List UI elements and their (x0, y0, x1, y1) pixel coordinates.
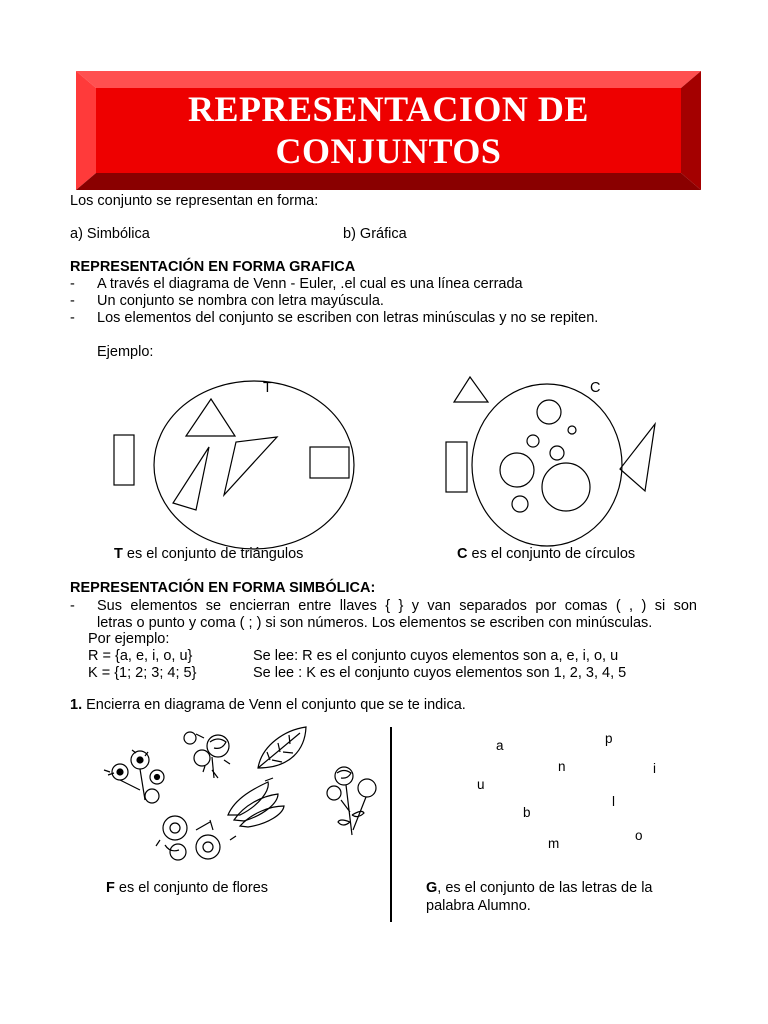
intro-text: Los conjunto se representan en forma: (70, 193, 319, 209)
flower-bouquet-icon (156, 816, 236, 860)
caption-t-bold: T (114, 546, 123, 562)
title-line-2: CONJUNTOS (275, 131, 502, 171)
exercise-number: 1. (70, 697, 83, 713)
caption-t (114, 546, 303, 563)
outside-triangle-right (620, 424, 655, 491)
simbolica-bullet-line-1: Sus elementos se encierran entre llaves { } y van separados por comas ( , ) si son (97, 598, 697, 614)
circle-shape (527, 435, 539, 447)
caption-c (457, 546, 635, 563)
caption-g-line-2: palabra Alumno. (426, 898, 531, 914)
caption-g-bold: G (426, 880, 438, 896)
set-c-oval (472, 384, 622, 546)
caption-f-bold: F (106, 880, 115, 896)
exercise-text: Encierra en diagrama de Venn el conjunto que se te indica. (82, 697, 466, 713)
circle-shape (512, 496, 528, 512)
set-k-reading: Se lee : K es el conjunto cuyos elementos son 1, 2, 3, 4, 5 (253, 665, 627, 681)
letter-element: n (558, 759, 566, 774)
letter-element: a (496, 738, 504, 753)
simbolica-heading: REPRESENTACIÓN EN FORMA SIMBÓLICA: (70, 580, 376, 596)
circle-shape (542, 463, 590, 511)
letter-element: m (548, 836, 560, 851)
example-label: Ejemplo: (97, 344, 154, 360)
caption-g (426, 880, 653, 897)
circle-shape (537, 400, 561, 424)
circle-shape (500, 453, 534, 487)
rose-flowers-icon (184, 732, 230, 778)
letter-element: u (477, 777, 485, 792)
outside-triangle (454, 377, 488, 402)
circle-shape (550, 446, 564, 460)
set-r-reading: Se lee: R es el conjunto cuyos elementos son a, e, i, o, u (253, 648, 619, 664)
letter-element: b (523, 805, 531, 820)
letter-element: i (653, 761, 656, 776)
daisy-flowers-icon (104, 750, 164, 803)
letter-element: p (605, 731, 613, 746)
caption-t-text: es el conjunto de triángulos (122, 546, 304, 562)
set-k-notation: K = {1; 2; 3; 4; 5} (88, 665, 197, 681)
simbolica-dash: - (70, 598, 75, 614)
outside-rectangle-left (114, 435, 134, 485)
exercise-instruction (70, 697, 466, 714)
caption-f-text: es el conjunto de flores (114, 880, 269, 896)
circle-shape (568, 426, 576, 434)
grafica-heading: REPRESENTACIÓN EN FORMA GRAFICA (70, 259, 356, 275)
set-c-label: C (590, 380, 601, 396)
title-line-1: REPRESENTACION DE (188, 89, 589, 129)
caption-c-bold: C (457, 546, 468, 562)
simbolica-bullet (97, 598, 697, 632)
set-r-notation: R = {a, e, i, o, u} (88, 648, 193, 664)
option-a: a) Simbólica (70, 226, 150, 242)
caption-f (106, 880, 268, 897)
grafica-bullet-1-text: A través el diagrama de Venn - Euler, .el cual es una línea cerrada (97, 276, 523, 292)
simbolica-bullet-line-2: letras o punto y coma ( ; ) si son números. Los elementos se escriben con minúsculas. (97, 615, 653, 631)
letter-element: l (612, 794, 615, 809)
page-title (76, 88, 701, 172)
caption-c-text: es el conjunto de círculos (467, 546, 636, 562)
option-b: b) Gráfica (343, 226, 407, 242)
triangle-shape (224, 437, 277, 495)
grafica-bullet-3-text: Los elementos del conjunto se escriben con letras minúsculas y no se repiten. (97, 310, 599, 326)
banana-bunch-icon (228, 778, 284, 827)
outside-rectangle (446, 442, 467, 492)
set-t-label: T (263, 380, 272, 396)
triangle-shape (186, 399, 235, 436)
leaf-icon (258, 727, 306, 768)
caption-g-text-1: , es el conjunto de las letras de la (437, 880, 653, 896)
long-stem-roses-icon (327, 767, 376, 835)
simbolica-example-label: Por ejemplo: (88, 631, 170, 647)
set-t-oval (154, 381, 354, 549)
outside-rectangle-right (310, 447, 349, 478)
letter-element: o (635, 828, 643, 843)
triangle-shape (173, 447, 209, 510)
grafica-bullet-2-text: Un conjunto se nombra con letra mayúscula. (97, 293, 384, 309)
